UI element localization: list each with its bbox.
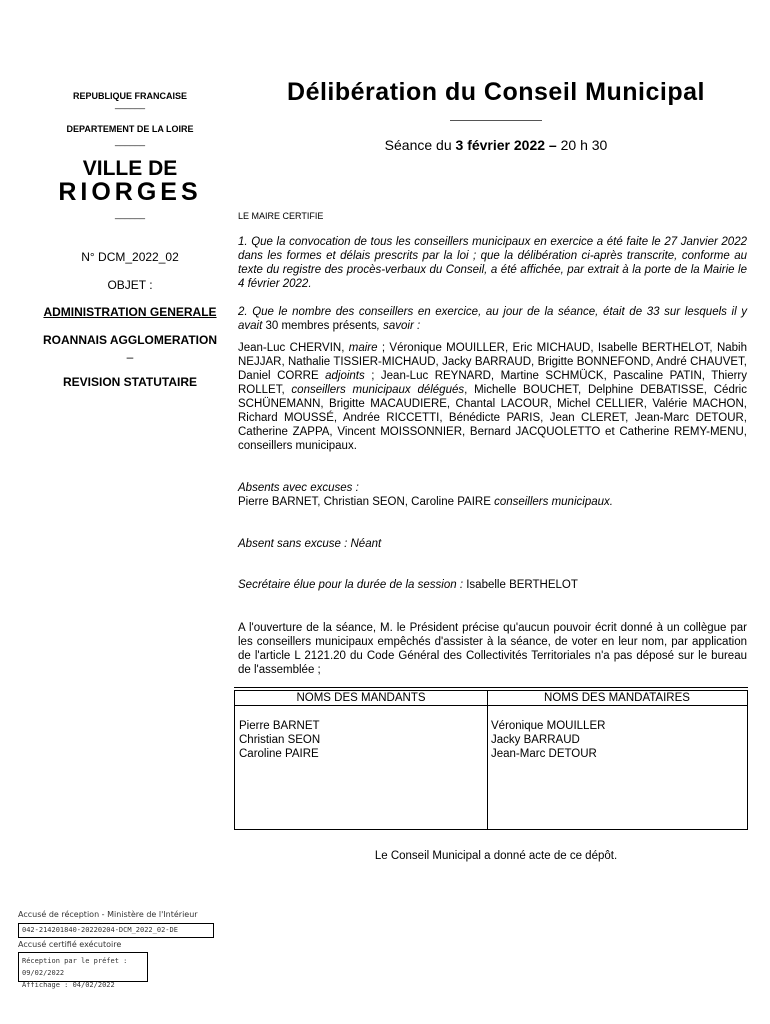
presents-text: Jean-Luc CHERVIN,	[238, 342, 349, 354]
stamp-affichage: Affichage : 04/02/2022	[22, 981, 115, 989]
maire-certifie: LE MAIRE CERTIFIE	[238, 211, 324, 221]
table-header-divider	[235, 705, 747, 706]
point-2-text: 2. Que le nombre des conseillers en exercice, au jour de la séance, était de 33 sur lesquels il y avait	[238, 306, 747, 332]
stamp-reference: 042-214201840-20220204-DCM_2022_02-DE	[18, 923, 214, 938]
absents-label: Absents avec excuses :	[238, 482, 359, 494]
secretaire	[238, 578, 747, 592]
objet-label: OBJET :	[107, 278, 153, 292]
deliberation-number: N° DCM_2022_02	[81, 250, 179, 264]
ouverture-paragraph: A l'ouverture de la séance, M. le Président précise qu'aucun pouvoir écrit donné à un collègue par les conseillers municipaux empêchés d'assister à la séance, de voter en leur nom, par application de l'article L 2121.20 du Code Général des Collectivités Territoriales n'a pas déposé sur le bureau de l'assemblée ;	[238, 622, 747, 676]
mandants-list	[239, 719, 320, 761]
stamp-dates	[18, 952, 148, 989]
mandataires-list	[491, 719, 605, 761]
point-1: 1. Que la convocation de tous les conseillers municipaux en exercice a été faite le 27 Janvier 2022 dans les formes et délais prescrits par la loi ; que la délibération ci-après transcrite, conforme au texte du registre des procès-verbaux du Conseil, a été affichée, par extrait à la porte de la Mairie le 4 février 2022.	[238, 236, 747, 290]
role-adjoints: adjoints	[325, 370, 365, 382]
secretaire-name: Isabelle BERTHELOT	[466, 579, 578, 591]
seance-prefix: Séance du	[384, 137, 456, 153]
table-row: Jacky BARRAUD	[491, 734, 580, 746]
point-2-suffix: , savoir :	[376, 320, 421, 332]
seance-line	[236, 137, 756, 153]
table-row: Pierre BARNET	[239, 720, 320, 732]
table-row: Christian SEON	[239, 734, 321, 746]
absents-names: Pierre BARNET, Christian SEON, Caroline PAIRE	[238, 496, 495, 508]
table-row: Jean-Marc DETOUR	[491, 748, 597, 760]
stamp-accuse: Accusé de réception - Ministère de l'Intérieur	[18, 910, 198, 919]
header-mandataires: NOMS DES MANDATAIRES	[544, 692, 690, 704]
title-divider	[450, 120, 542, 121]
objet-revision: REVISION STATUTAIRE	[62, 375, 197, 389]
role-maire: maire	[348, 342, 378, 354]
table-column-divider	[487, 691, 488, 829]
stamp-reception: Réception par le préfet : 09/02/2022	[22, 957, 128, 977]
presents-list	[238, 341, 747, 453]
point-2	[238, 305, 747, 333]
secretaire-label: Secrétaire élue pour la durée de la session :	[238, 579, 467, 591]
absent-sans-excuse: Absent sans excuse : Néant	[238, 538, 382, 550]
acte-depot: Le Conseil Municipal a donné acte de ce dépôt.	[374, 850, 618, 862]
point-2-members: 30 membres présents	[262, 320, 377, 332]
departement: DEPARTEMENT DE LA LOIRE	[66, 124, 194, 134]
mandats-table	[234, 690, 748, 830]
presents-text: , Michelle BOUCHET, Delphine DEBATISSE, Cédric SCHÜNEMANN, Brigitte MACAUDIERE, Chantal LACOUR, Michel CELLIER, Valérie MACHON, Richard MOUSSÉ, Andrée RICCETTI, Bénédicte PARIS, Jean CLERET, Jean-Marc DETOUR, Catherine ZAPPA, Vincent MOISSONNIER, Bernard JACQUOLETTO et Catherine REMY-MENU, conseillers municipaux.	[238, 384, 747, 452]
seance-time: 20 h 30	[556, 137, 608, 153]
absents-list	[238, 495, 747, 509]
separator: ______	[114, 99, 146, 109]
objet-dash: –	[126, 350, 134, 364]
page-title: Délibération du Conseil Municipal	[287, 78, 705, 106]
presents-text: ; Jean-Luc REYNARD, Martine SCHMÜCK, Pascaline PATIN, Thierry ROLLET,	[238, 370, 747, 396]
seance-date: 3 février 2022 –	[455, 137, 557, 153]
commune-name: RIORGES	[58, 178, 202, 206]
table-row: Caroline PAIRE	[239, 748, 319, 760]
presents-text: ; Véronique MOUILLER, Eric MICHAUD, Isabelle BERTHELOT, Nabih NEJJAR, Nathalie TISSIER-MICHAUD, Jacky BARRAUD, Brigitte BONNEFOND, André CHAUVET, Daniel CORRE	[238, 342, 747, 382]
table-top-rule	[234, 687, 748, 688]
separator: ______	[114, 209, 146, 219]
objet-administration: ADMINISTRATION GENERALE	[43, 305, 217, 319]
role-delegues: conseillers municipaux délégués	[291, 384, 465, 396]
header-mandants: NOMS DES MANDANTS	[296, 692, 426, 704]
ville-de: VILLE DE	[82, 157, 178, 180]
absents-suffix: conseillers municipaux.	[494, 496, 613, 508]
objet-roannais: ROANNAIS AGGLOMERATION	[43, 333, 217, 347]
separator: ______	[114, 136, 146, 146]
table-row: Véronique MOUILLER	[491, 720, 606, 732]
stamp-certifie: Accusé certifié exécutoire	[18, 940, 122, 949]
republique-francaise: REPUBLIQUE FRANCAISE	[72, 91, 187, 101]
